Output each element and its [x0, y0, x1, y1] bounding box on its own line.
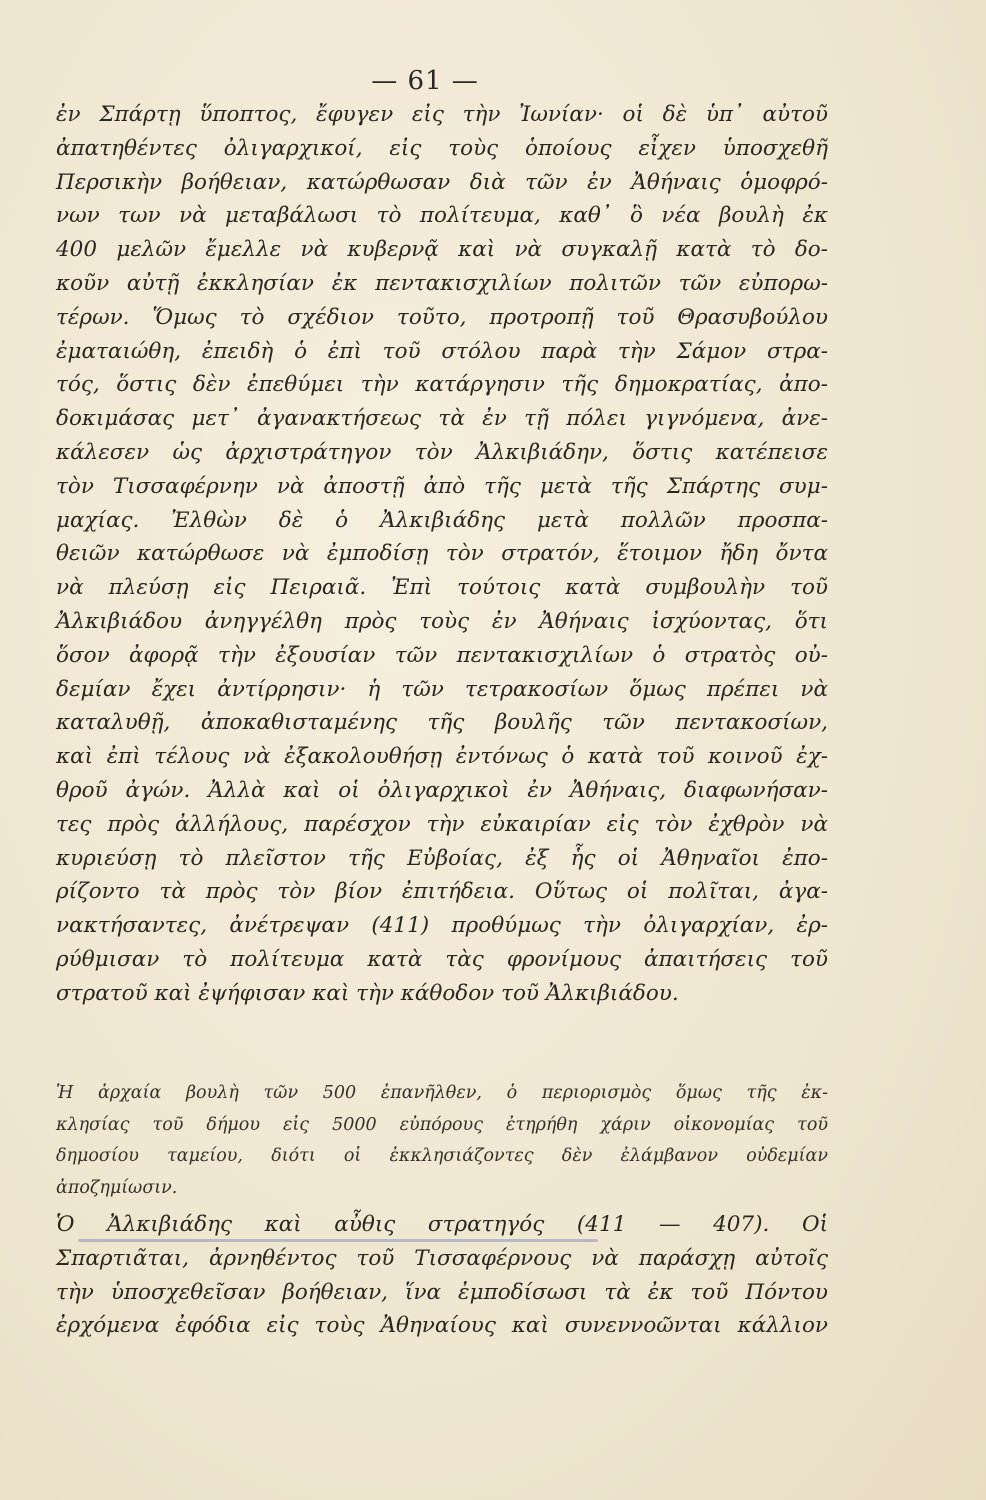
text-line: Ἀλκιβιάδου ἀνηγγέλθη πρὸς τοὺς ἐν Ἀθήναις ἰσχύοντας, ὅτι	[56, 608, 828, 634]
text-line: ρίζοντο τὰ πρὸς τὸν βίον ἐπιτήδεια. Οὕτως οἱ πολῖται, ἀγα-	[56, 879, 828, 905]
text-line: ρύθμισαν τὸ πολίτευμα κατὰ τὰς φρονίμους ἀπαιτήσεις τοῦ	[56, 946, 828, 972]
text-line: Περσικὴν βοήθειαν, κατώρθωσαν διὰ τῶν ἐν Ἀθήναις ὁμοφρό-	[56, 169, 828, 195]
text-line: κυριεύσῃ τὸ πλεῖστον τῆς Εὐβοίας, ἐξ ἧς οἱ Ἀθηναῖοι ἐπο-	[56, 845, 828, 871]
text-line: νὰ πλεύσῃ εἰς Πειραιᾶ. Ἐπὶ τούτοις κατὰ συμβουλὴν τοῦ	[56, 575, 828, 601]
text-line: Σπαρτιᾶται, ἀρνηθέντος τοῦ Τισσαφέρνους νὰ παράσχῃ αὐτοῖς	[56, 1245, 828, 1271]
text-line: νων των νὰ μεταβάλωσι τὸ πολίτευμα, καθ᾽ ὃ νέα βουλὴ ἐκ	[56, 203, 828, 229]
text-line: θροῦ ἀγών. Ἀλλὰ καὶ οἱ ὀλιγαρχικοὶ ἐν Ἀθήναις, διαφωνήσαν-	[56, 777, 828, 803]
text-line: ὅσον ἀφορᾷ τὴν ἐξουσίαν τῶν πεντακισχιλίων ὁ στρατὸς οὐ-	[56, 642, 828, 668]
text-line: ἐν Σπάρτῃ ὕποπτος, ἔφυγεν εἰς τὴν Ἰωνίαν· οἱ δὲ ὑπ᾽ αὐτοῦ	[56, 102, 828, 127]
text-line: 400 μελῶν ἔμελλε νὰ κυβερνᾷ καὶ νὰ συγκαλῇ κατὰ τὸ δο-	[56, 237, 828, 263]
text-line: τός, ὅστις δὲν ἐπεθύμει τὴν κατάργησιν τῆς δημοκρατίας, ἀπο-	[56, 372, 828, 398]
text-line: νακτήσαντες, ἀνέτρεψαν (411) προθύμως τὴν ὀλιγαρχίαν, ἐρ-	[56, 913, 828, 939]
text-line: τέρων. Ὅμως τὸ σχέδιον τοῦτο, προτροπῇ τοῦ Θρασυβούλου	[56, 304, 828, 330]
text-line: τες πρὸς ἀλλήλους, παρέσχον τὴν εὐκαιρίαν εἰς τὸν ἐχθρὸν νὰ	[56, 811, 828, 837]
section-heading: Ὁ Ἀλκιβιάδης καὶ αὖθις στρατηγός	[56, 1212, 545, 1237]
text-line: τὸν Τισσαφέρνην νὰ ἀποστῇ ἀπὸ τῆς μετὰ τῆς Σπάρτης συμ-	[56, 473, 828, 499]
text-line: καταλυθῇ, ἀποκαθισταμένης τῆς βουλῆς τῶν πεντακοσίων,	[56, 710, 828, 736]
text-line: δοκιμάσας μετ᾽ ἀγανακτήσεως τὰ ἐν τῇ πόλει γιγνόμενα, ἀνε-	[56, 406, 828, 432]
text-line: δεμίαν ἔχει ἀντίρρησιν· ἡ τῶν τετρακοσίων ὅμως πρέπει νὰ	[56, 676, 828, 702]
note-line: δημοσίου ταμείου, διότι οἱ ἐκκλησιάζοντες δὲν ἐλάμβανον οὐδεμίαν	[56, 1146, 828, 1166]
text-line: ἐρχόμενα ἐφόδια εἰς τοὺς Ἀθηναίους καὶ συνεννοῶνται κάλλιον	[56, 1313, 828, 1339]
text-line: θειῶν κατώρθωσε νὰ ἐμποδίσῃ τὸν στρατόν, ἕτοιμον ἤδη ὄντα	[56, 541, 828, 567]
text-line: κοῦν αὐτῇ ἐκκλησίαν ἐκ πεντακισχιλίων πολιτῶν τῶν εὐπορω-	[56, 270, 828, 296]
note-line: κλησίας τοῦ δήμου εἰς 5000 εὐπόρους ἐτηρήθη χάριν οἰκονομίας τοῦ	[56, 1114, 828, 1135]
note-line: Ἡ ἀρχαία βουλὴ τῶν 500 ἐπανῆλθεν, ὁ περιορισμὸς ὅμως τῆς ἐκ-	[56, 1083, 828, 1103]
text-line: ἀπατηθέντες ὀλιγαρχικοί, εἰς τοὺς ὁποίους εἶχεν ὑποσχεθῆ	[56, 135, 828, 161]
text-line: ἐματαιώθη, ἐπειδὴ ὁ ἐπὶ τοῦ στόλου παρὰ τὴν Σάμον στρα-	[56, 338, 828, 364]
section-heading-rest: (411 — 407). Οἱ	[544, 1212, 828, 1237]
section-paragraph	[56, 1208, 828, 1343]
note-paragraph	[56, 1078, 828, 1204]
text-line: καὶ ἐπὶ τέλους νὰ ἐξακολουθήσῃ ἐντόνως ὁ κατὰ τοῦ κοινοῦ ἐχ-	[56, 744, 828, 770]
text-line: στρατοῦ καὶ ἐψήφισαν καὶ τὴν κάθοδον τοῦ Ἀλκιβιάδου.	[56, 980, 679, 1006]
text-line: μαχίας. Ἐλθὼν δὲ ὁ Ἀλκιβιάδης μετὰ πολλῶν προσπα-	[56, 507, 828, 533]
section-heading-line	[56, 1208, 828, 1242]
page-number: — 61 —	[371, 66, 479, 96]
main-paragraph	[56, 98, 828, 1011]
text-line: τὴν ὑποσχεθεῖσαν βοήθειαν, ἵνα ἐμποδίσωσι τὰ ἐκ τοῦ Πόντου	[56, 1279, 828, 1305]
note-line: ἀποζημίωσιν.	[56, 1177, 178, 1198]
text-line: κάλεσεν ὡς ἀρχιστράτηγον τὸν Ἀλκιβιάδην, ὅστις κατέπεισε	[56, 439, 828, 465]
